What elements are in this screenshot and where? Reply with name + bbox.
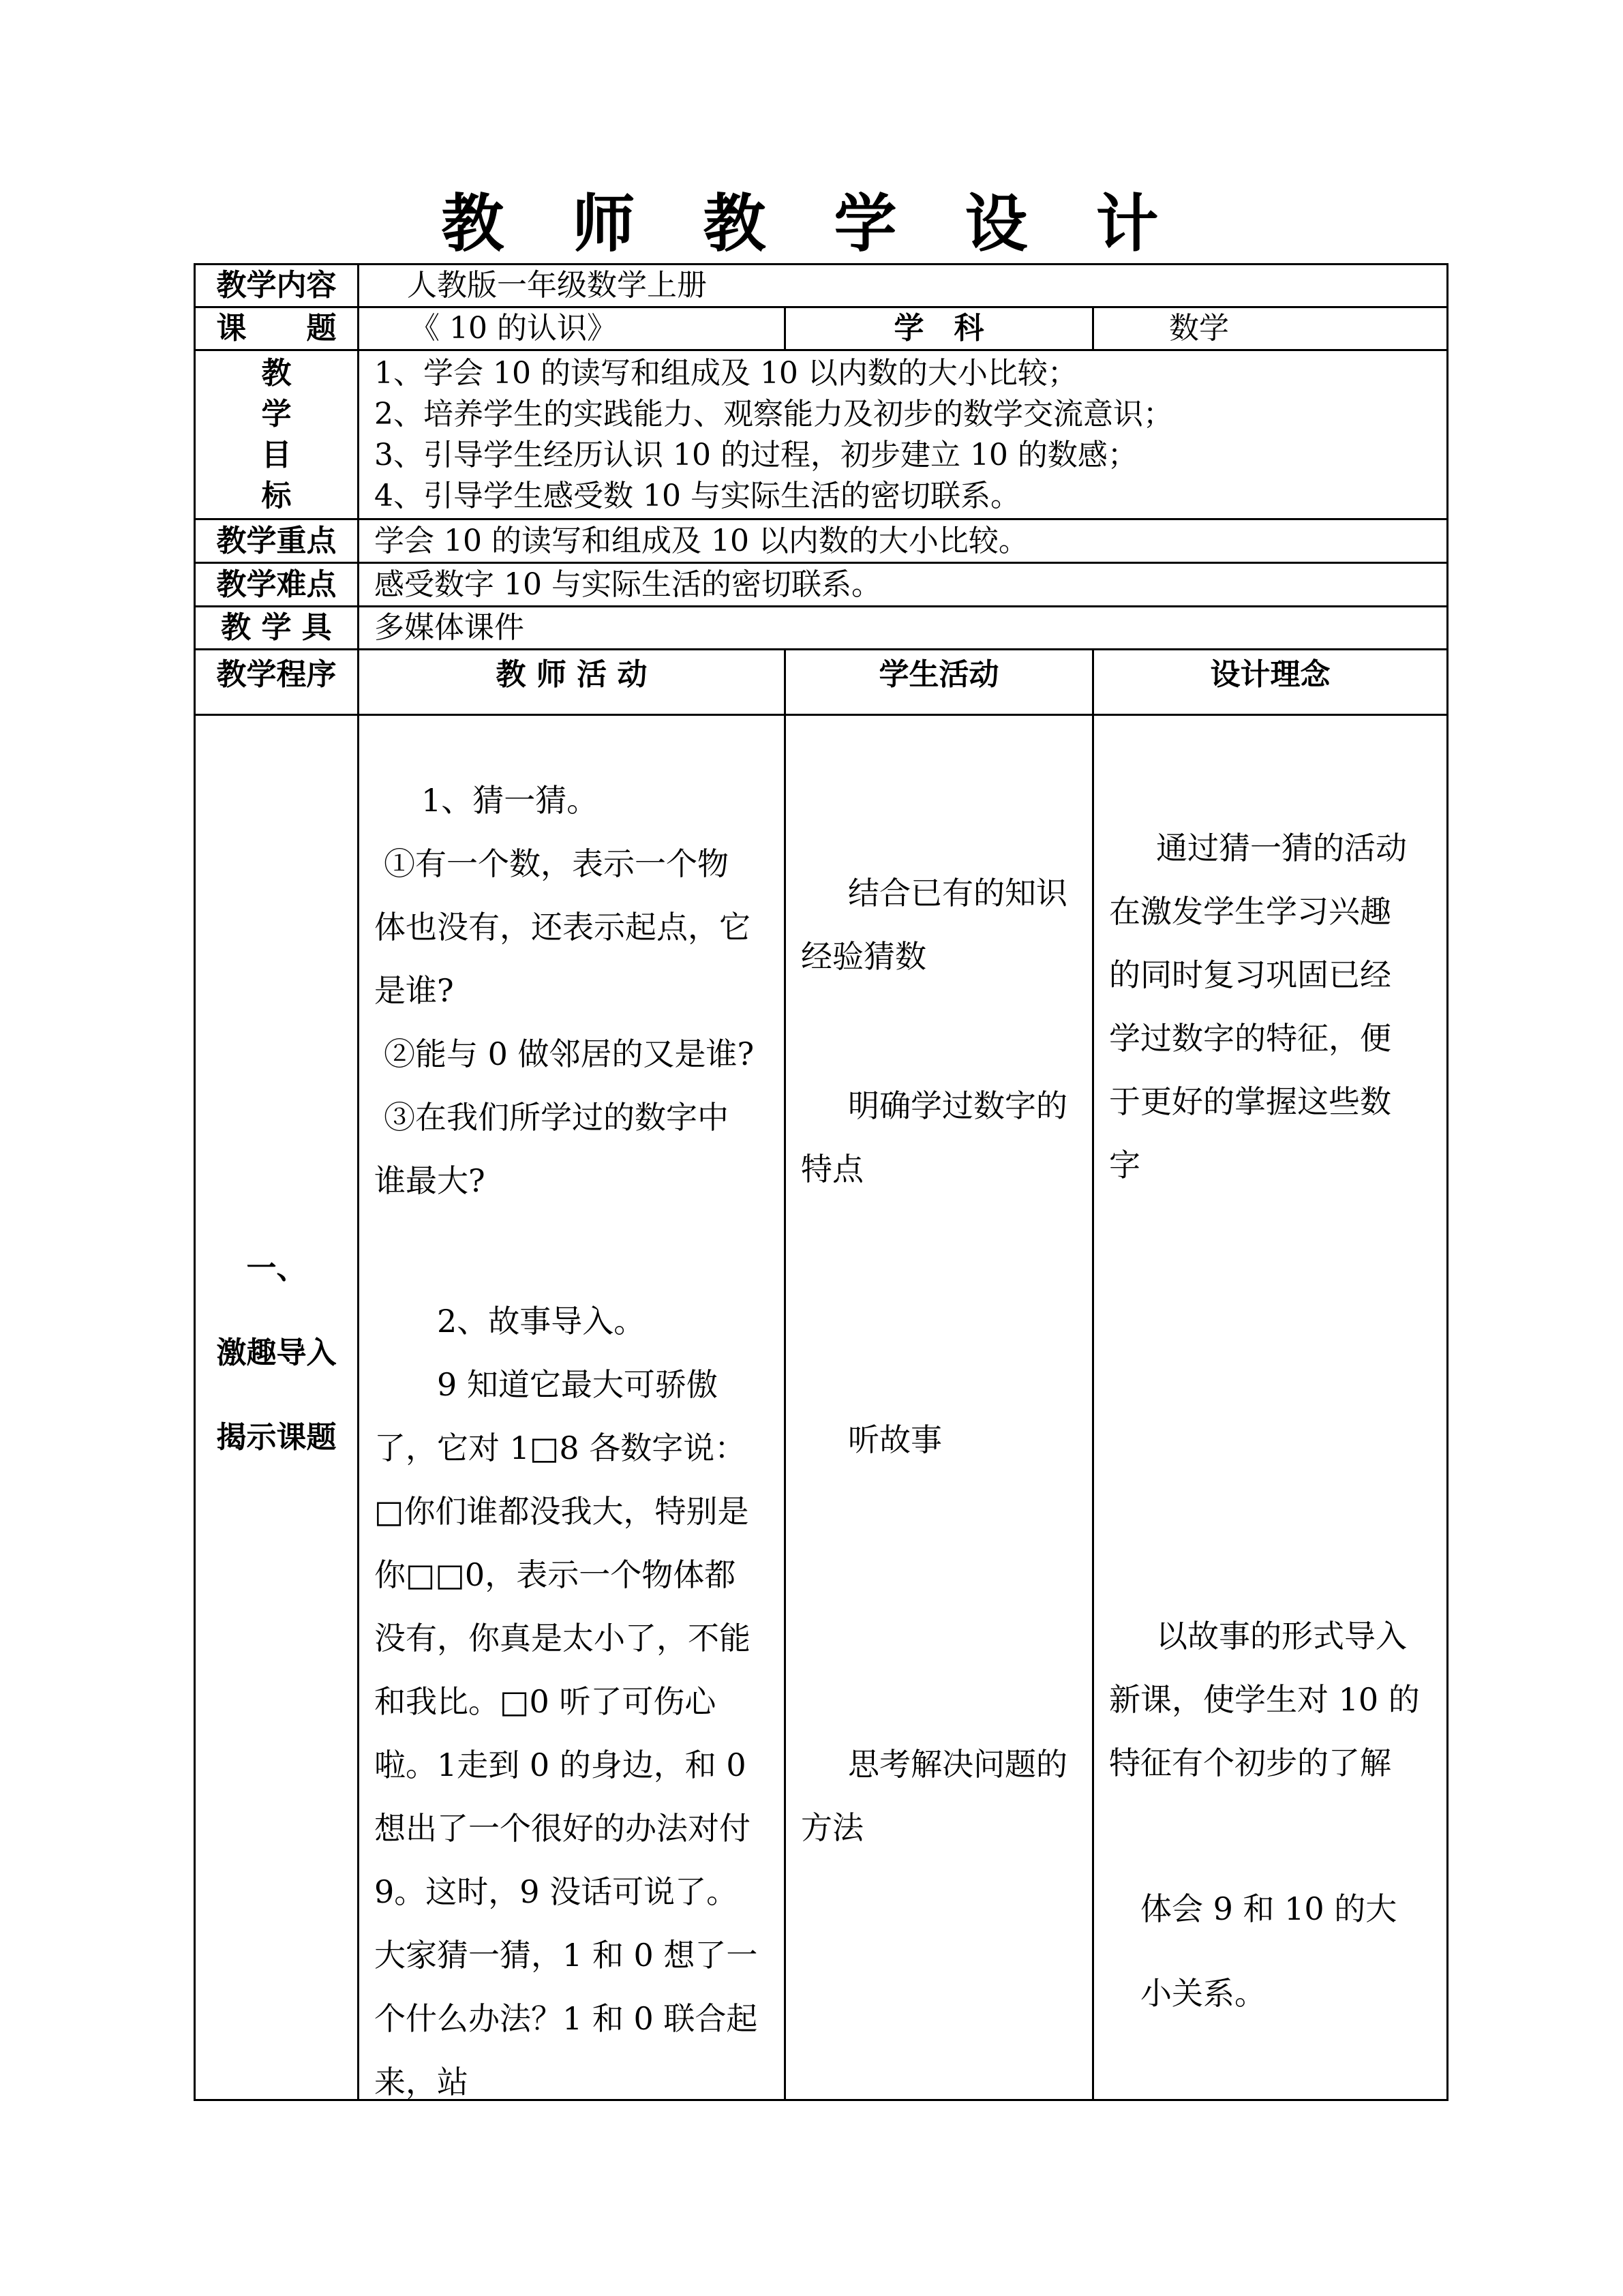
stage1-title-line: 激趣导入 (216, 1335, 337, 1370)
topic-label: 课 题 (195, 307, 359, 350)
story-line: 了，它对 1□8 各数字说： (374, 1430, 746, 1466)
difficulty-label: 教学难点 (195, 563, 359, 607)
guess-line: ②能与 0 做邻居的又是谁? (384, 1036, 755, 1072)
subject-value: 数学 (1093, 307, 1448, 350)
tools-label: 教 学 具 (195, 607, 359, 650)
story-line: 你□□0，表示一个物体都 (374, 1556, 736, 1593)
design-line: 在激发学生学习兴趣 (1109, 893, 1391, 930)
design-line: 字 (1109, 1147, 1140, 1183)
student-line: 明确学过数字的 (848, 1087, 1067, 1124)
story-line: 个什么办法？1 和 0 联合起 (374, 2000, 758, 2037)
content-value: 人教版一年级数学上册 (359, 265, 1448, 307)
student-activity-d (801, 1733, 1080, 1860)
story-line: □你们谁都没我大，特别是 (374, 1493, 749, 1530)
procedure-header-row (195, 650, 1448, 715)
stage1-title-line: 揭示课题 (216, 1419, 337, 1455)
story-line: 9 知道它最大可骄傲 (437, 1366, 718, 1403)
story-line: 啦。1走到 0 的身边，和 0 (374, 1747, 746, 1783)
guess-line: ①有一个数，表示一个物 (384, 845, 729, 882)
procedure-header-student: 学生活动 (785, 650, 1093, 715)
design-concept-c (1109, 1867, 1434, 2036)
row-difficulty (195, 563, 1448, 607)
student-line: 思考解决问题的 (848, 1746, 1067, 1783)
guess-title: 1、猜一猜。 (421, 782, 598, 819)
student-activity-c (801, 1408, 1080, 1472)
row-objectives (195, 350, 1448, 519)
teacher-activity-cell (359, 715, 785, 2100)
story-line: 想出了一个很好的办法对付 (374, 1810, 750, 1847)
design-concept-a (1109, 817, 1434, 1197)
objective-item: 2、培养学生的实践能力、观察能力及初步的数学交流意识； (374, 396, 1173, 432)
procedure-header-teacher: 教 师 活 动 (359, 650, 785, 715)
objective-item: 1、学会 10 的读写和组成及 10 以内数的大小比较； (374, 355, 1078, 391)
design-concept-b (1109, 1605, 1434, 1795)
topic-value: 《 10 的认识》 (359, 307, 785, 350)
row-content (195, 265, 1448, 307)
guess-line: 体也没有，还表示起点，它 (374, 909, 750, 946)
design-line: 以故事的形式导入 (1156, 1618, 1407, 1655)
row-key-point (195, 519, 1448, 563)
design-line: 新课，使学生对 10 的 (1109, 1681, 1420, 1718)
procedure-header-design: 设计理念 (1093, 650, 1448, 715)
story-line: 9。这时，9 没话可说了。 (374, 1873, 738, 1910)
student-line: 方法 (801, 1809, 864, 1846)
design-line: 体会 9 和 10 的大 (1140, 1890, 1397, 1927)
story-block (374, 1290, 772, 2114)
design-concept-cell (1093, 715, 1448, 2100)
student-line: 经验猜数 (801, 938, 926, 975)
story-line: 和我比。□0 听了可伤心 (374, 1683, 716, 1720)
subject-label: 学 科 (785, 307, 1093, 350)
guess-block (374, 769, 772, 1213)
lesson-plan-table (194, 263, 1448, 2101)
row-topic (195, 307, 1448, 350)
design-line: 的同时复习巩固已经 (1109, 956, 1391, 993)
guess-line: 谁最大? (374, 1162, 485, 1199)
page-title: 教 师 教 学 设 计 (441, 187, 1182, 260)
student-activity-a (801, 862, 1080, 988)
guess-line: ③在我们所学过的数字中 (384, 1099, 729, 1136)
design-line: 于更好的掌握这些数 (1109, 1083, 1391, 1120)
objective-item: 4、引导学生感受数 10 与实际生活的密切联系。 (374, 478, 1020, 513)
student-activity-cell (785, 715, 1093, 2100)
objectives-label-char: 学 (261, 396, 292, 432)
design-line: 特征有个初步的了解 (1109, 1744, 1391, 1781)
student-line: 特点 (801, 1151, 864, 1188)
design-line: 学过数字的特征，便 (1109, 1020, 1391, 1057)
story-line: 没有，你真是太小了，不能 (374, 1620, 750, 1657)
objective-item: 3、引导学生经历认识 10 的过程，初步建立 10 的数感； (374, 437, 1138, 472)
objectives-label-char: 目 (261, 437, 292, 472)
student-line: 听故事 (848, 1421, 942, 1458)
story-line: 来，站 (374, 2064, 468, 2100)
story-title: 2、故事导入。 (437, 1303, 646, 1340)
student-line: 结合已有的知识 (848, 875, 1067, 911)
stage1-number: 一、 (246, 1250, 307, 1286)
difficulty-value: 感受数字 10 与实际生活的密切联系。 (359, 563, 1448, 607)
content-label: 教学内容 (195, 265, 359, 307)
objectives-label-char: 标 (261, 478, 292, 513)
row-tools (195, 607, 1448, 650)
story-line: 大家猜一猜，1 和 0 想了一 (374, 1937, 758, 1974)
procedure-header-stage: 教学程序 (195, 650, 359, 715)
guess-line: 是谁? (374, 972, 454, 1009)
objectives-label (195, 350, 359, 519)
objectives-label-char: 教 (261, 355, 292, 391)
design-line: 小关系。 (1140, 1975, 1266, 2012)
tools-value: 多媒体课件 (359, 607, 1448, 650)
student-activity-b (801, 1074, 1080, 1201)
stage1-row (195, 715, 1448, 2100)
design-line: 通过猜一猜的活动 (1156, 830, 1407, 866)
stage1-label (195, 715, 359, 2100)
key-point-label: 教学重点 (195, 519, 359, 563)
objectives-list (359, 350, 1448, 519)
key-point-value: 学会 10 的读写和组成及 10 以内数的大小比较。 (359, 519, 1448, 563)
